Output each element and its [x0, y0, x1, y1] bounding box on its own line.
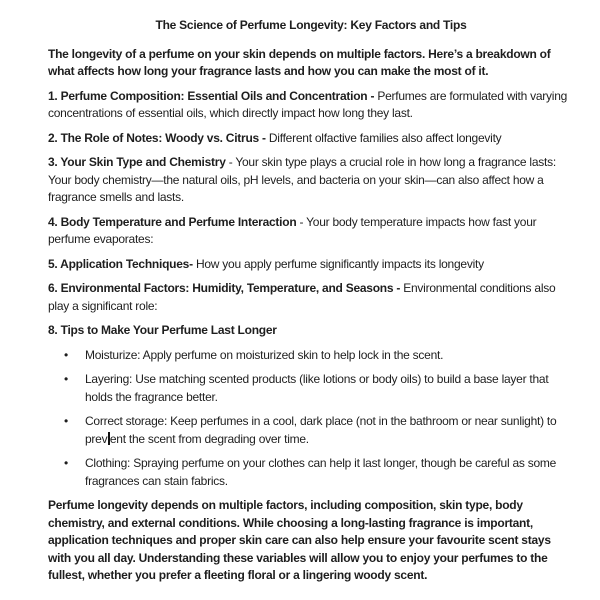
- section-2-notes[interactable]: [48, 130, 574, 148]
- section-2-heading: 2. The Role of Notes: Woody vs. Citrus -: [48, 130, 269, 145]
- conclusion-paragraph[interactable]: Perfume longevity depends on multiple factors, including composition, skin type, body chemistry, and external conditions. While choosing a long-lasting fragrance is important, application techniques and proper skin care can also help ensure your favourite scent stays with you all day. Understanding these variables will allow you to enjoy your perfumes to the fullest, whether you prefer a fleeting floral or a lingering woody scent.: [48, 498, 551, 582]
- bullet-layering-text: Layering: Use matching scented products (like lotions or body oils) to build a base layer that holds the fragrance better.: [85, 372, 549, 404]
- section-5-heading: 5. Application Techniques-: [48, 256, 193, 271]
- bullet-moisturize-text: Moisturize: Apply perfume on moisturized skin to help lock in the scent.: [85, 347, 444, 362]
- section-4-body-temperature[interactable]: [48, 214, 574, 249]
- bullet-clothing[interactable]: [48, 455, 574, 490]
- bullet-storage-text-after-caret: ent the scent from degrading over time.: [109, 431, 309, 446]
- document-page[interactable]: [48, 17, 574, 592]
- intro-paragraph[interactable]: The longevity of a perfume on your skin depends on multiple factors. Here’s a breakdown of what affects how long your fragrance lasts and how you can make the most of it.: [48, 46, 551, 78]
- section-3-skin-type[interactable]: [48, 154, 574, 207]
- tips-list: [48, 347, 574, 491]
- section-3-body: - Your skin type plays a crucial role in how long a fragrance lasts: Your body chemistry—the natural oils, pH levels, and bacteria on your skin—can also affect how a fragrance smells and lasts.: [48, 155, 556, 204]
- section-6-heading: 6. Environmental Factors: Humidity, Temperature, and Seasons -: [48, 281, 404, 295]
- bullet-icon: •: [64, 347, 68, 362]
- bullet-icon: •: [64, 456, 68, 470]
- bullet-storage-text-before-caret: Correct storage: Keep perfumes in a cool, dark place (not in the bathroom or near sunlight) to prev: [85, 414, 557, 446]
- section-6-body: Environmental conditions also play a significant role:: [48, 281, 556, 313]
- section-3-heading: 3. Your Skin Type and Chemistry: [48, 155, 226, 169]
- section-6-environmental[interactable]: [48, 280, 574, 315]
- bullet-clothing-text: Clothing: Spraying perfume on your clothes can help it last longer, though be careful as some fragrances can stain fabrics.: [85, 456, 557, 488]
- section-1-body: Perfumes are formulated with varying concentrations of essential oils, which directly impact how long they last.: [48, 88, 568, 120]
- section-2-body: Different olfactive families also affect longevity: [268, 130, 502, 145]
- bullet-icon: •: [64, 372, 68, 386]
- bullet-icon: •: [64, 414, 68, 428]
- section-5-body: How you apply perfume significantly impacts its longevity: [192, 256, 484, 271]
- section-8-tips[interactable]: [48, 322, 574, 340]
- section-5-application[interactable]: [48, 256, 574, 274]
- section-1-composition[interactable]: [48, 88, 574, 123]
- section-4-body: - Your body temperature impacts how fast your perfume evaporates:: [48, 214, 537, 246]
- section-1-heading: 1. Perfume Composition: Essential Oils and Concentration -: [48, 88, 378, 103]
- bullet-layering[interactable]: [48, 371, 574, 406]
- bullet-correct-storage[interactable]: [48, 413, 574, 448]
- document-title[interactable]: The Science of Perfume Longevity: Key Factors and Tips: [155, 18, 467, 32]
- section-4-heading: 4. Body Temperature and Perfume Interaction: [48, 214, 297, 229]
- bullet-moisturize[interactable]: [48, 347, 574, 365]
- section-8-heading: 8. Tips to Make Your Perfume Last Longer: [48, 323, 277, 337]
